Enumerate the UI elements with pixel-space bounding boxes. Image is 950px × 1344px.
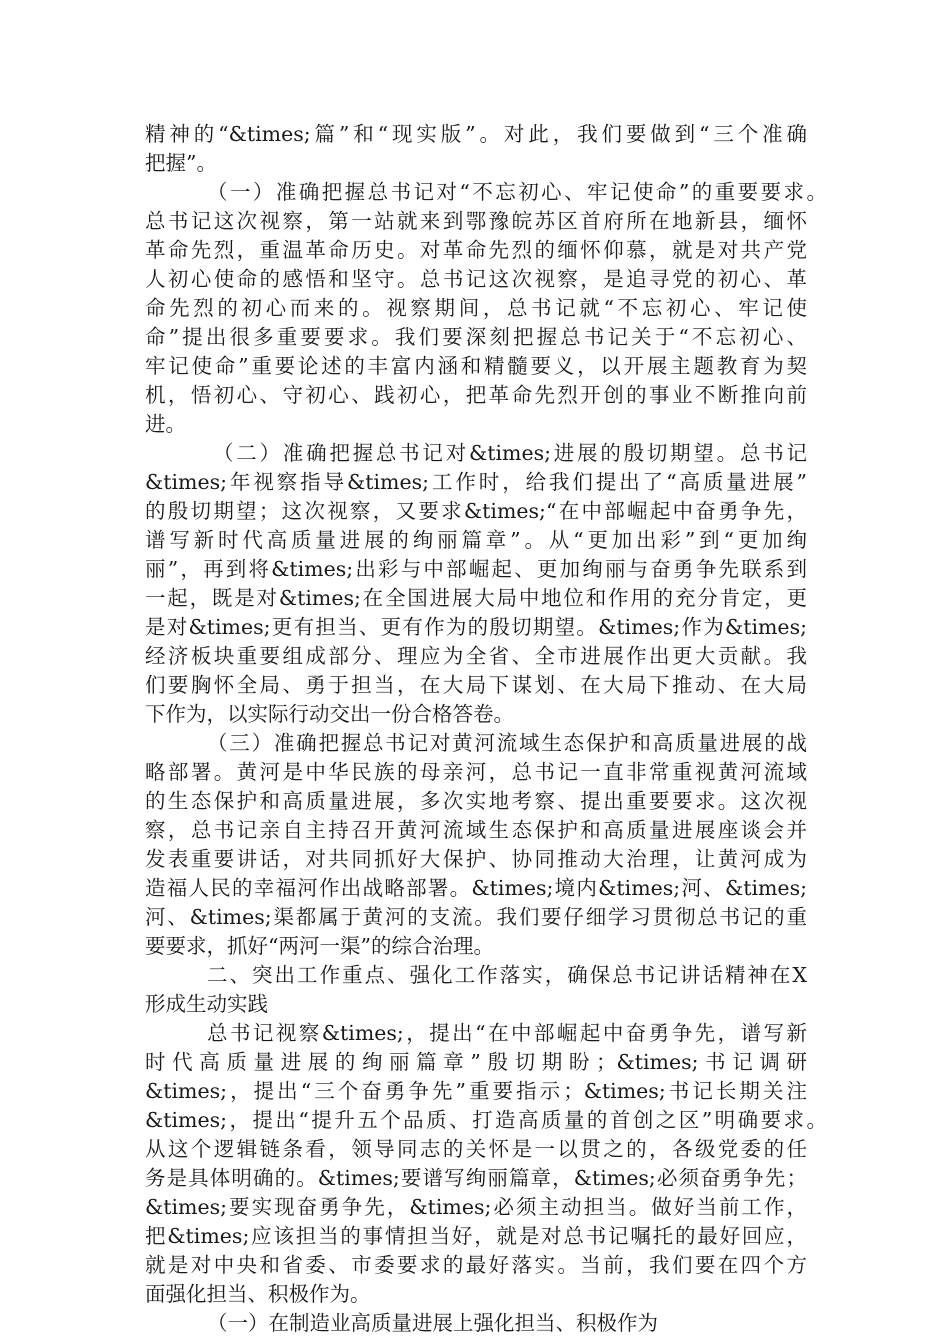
- text-line: 从这个逻辑链条看，领导同志的关怀是一以贯之的，各级党委的任: [145, 1137, 807, 1161]
- text-line: 机，悟初心、守初心、践初心，把革命先烈开创的事业不断推向前: [145, 383, 807, 407]
- text-line: 命”提出很多重要要求。我们要深刻把握总书记关于“不忘初心、: [145, 325, 807, 349]
- text-line: 察，总书记亲自主持召开黄河流域生态保护和高质量进展座谈会并: [145, 818, 807, 842]
- paragraph-heading: （三）准确把握总书记对黄河流域生态保护和高质量进展的战: [207, 731, 807, 755]
- text-line: 是对&times;更有担当、更有作为的殷切期望。&times;作为&times;: [145, 615, 807, 639]
- text-line: &times;要实现奋勇争先，&times;必须主动担当。做好当前工作，: [145, 1195, 807, 1219]
- text-line: 发表重要讲话，对共同抓好大保护、协同推动大治理，让黄河成为: [145, 847, 807, 871]
- text-line: 谱写新时代高质量进展的绚丽篇章”。从“更加出彩”到“更加绚: [145, 528, 807, 552]
- text-line: 把握”。: [145, 151, 217, 175]
- paragraph-heading: （二）准确把握总书记对&times;进展的殷切期望。总书记: [213, 441, 807, 465]
- text-line: 丽”，再到将&times;出彩与中部崛起、更加绚丽与奋勇争先联系到: [145, 557, 807, 581]
- text-line: 的殷切期望；这次视察，又要求&times;“在中部崛起中奋勇争先，: [145, 499, 807, 523]
- text-line: 务是具体明确的。&times;要谱写绚丽篇章，&times;必须奋勇争先；: [145, 1166, 807, 1190]
- text-line: 牢记使命”重要论述的丰富内涵和精髓要义，以开展主题教育为契: [145, 354, 807, 378]
- text-line: 的生态保护和高质量进展，多次实地考察、提出重要要求。这次视: [145, 789, 807, 813]
- text-line: 略部署。黄河是中华民族的母亲河，总书记一直非常重视黄河流域: [145, 760, 807, 784]
- text-line: 人初心使命的感悟和坚守。总书记这次视察，是追寻党的初心、革: [145, 267, 807, 291]
- text-line: 们要胸怀全局、勇于担当，在大局下谋划、在大局下推动、在大局: [145, 673, 807, 697]
- text-line: &times;，提出“三个奋勇争先”重要指示；&times;书记长期关注: [145, 1079, 807, 1103]
- section-heading-continued: 形成生动实践: [145, 992, 268, 1016]
- paragraph-heading: （一）准确把握总书记对“不忘初心、牢记使命”的重要要求。: [207, 180, 827, 204]
- paragraph-heading: （一）在制造业高质量进展上强化担当、积极作为: [207, 1311, 658, 1335]
- text-line: 造福人民的幸福河作出战略部署。&times;境内&times;河、&times;: [145, 876, 807, 900]
- text-line: 经济板块重要组成部分、理应为全省、全市进展作出更大贡献。我: [145, 644, 807, 668]
- section-heading: 二、突出工作重点、强化工作落实，确保总书记讲话精神在X: [207, 963, 807, 987]
- text-line: 把&times;应该担当的事情担当好，就是对总书记嘱托的最好回应，: [145, 1224, 807, 1248]
- text-line: 河、&times;渠都属于黄河的支流。我们要仔细学习贯彻总书记的重: [145, 905, 807, 929]
- text-line: &times;年视察指导&times;工作时，给我们提出了“高质量进展”: [145, 470, 807, 494]
- text-line: 要要求，抓好“两河一渠”的综合治理。: [145, 934, 494, 958]
- text-line: 总书记这次视察，第一站就来到鄂豫皖苏区首府所在地新县，缅怀: [145, 209, 807, 233]
- text-line: 时代高质量进展的绚丽篇章”殷切期盼；&times;书记调研: [145, 1050, 807, 1074]
- text-line: 命先烈的初心而来的。视察期间，总书记就“不忘初心、牢记使: [145, 296, 807, 320]
- text-line: 革命先烈，重温革命历史。对革命先烈的缅怀仰慕，就是对共产党: [145, 238, 807, 262]
- text-line: &times;，提出“提升五个品质、打造高质量的首创之区”明确要求。: [145, 1108, 827, 1132]
- text-line: 面强化担当、积极作为。: [145, 1282, 371, 1306]
- text-line: 总书记视察&times;，提出“在中部崛起中奋勇争先，谱写新: [207, 1021, 807, 1045]
- text-line: 下作为，以实际行动交出一份合格答卷。: [145, 702, 514, 726]
- text-line: 就是对中央和省委、市委要求的最好落实。当前，我们要在四个方: [145, 1253, 807, 1277]
- text-line: 精神的“&times;篇”和“现实版”。对此，我们要做到“三个准确: [145, 122, 807, 146]
- text-line: 一起，既是对&times;在全国进展大局中地位和作用的充分肯定，更: [145, 586, 807, 610]
- text-line: 进。: [145, 412, 186, 436]
